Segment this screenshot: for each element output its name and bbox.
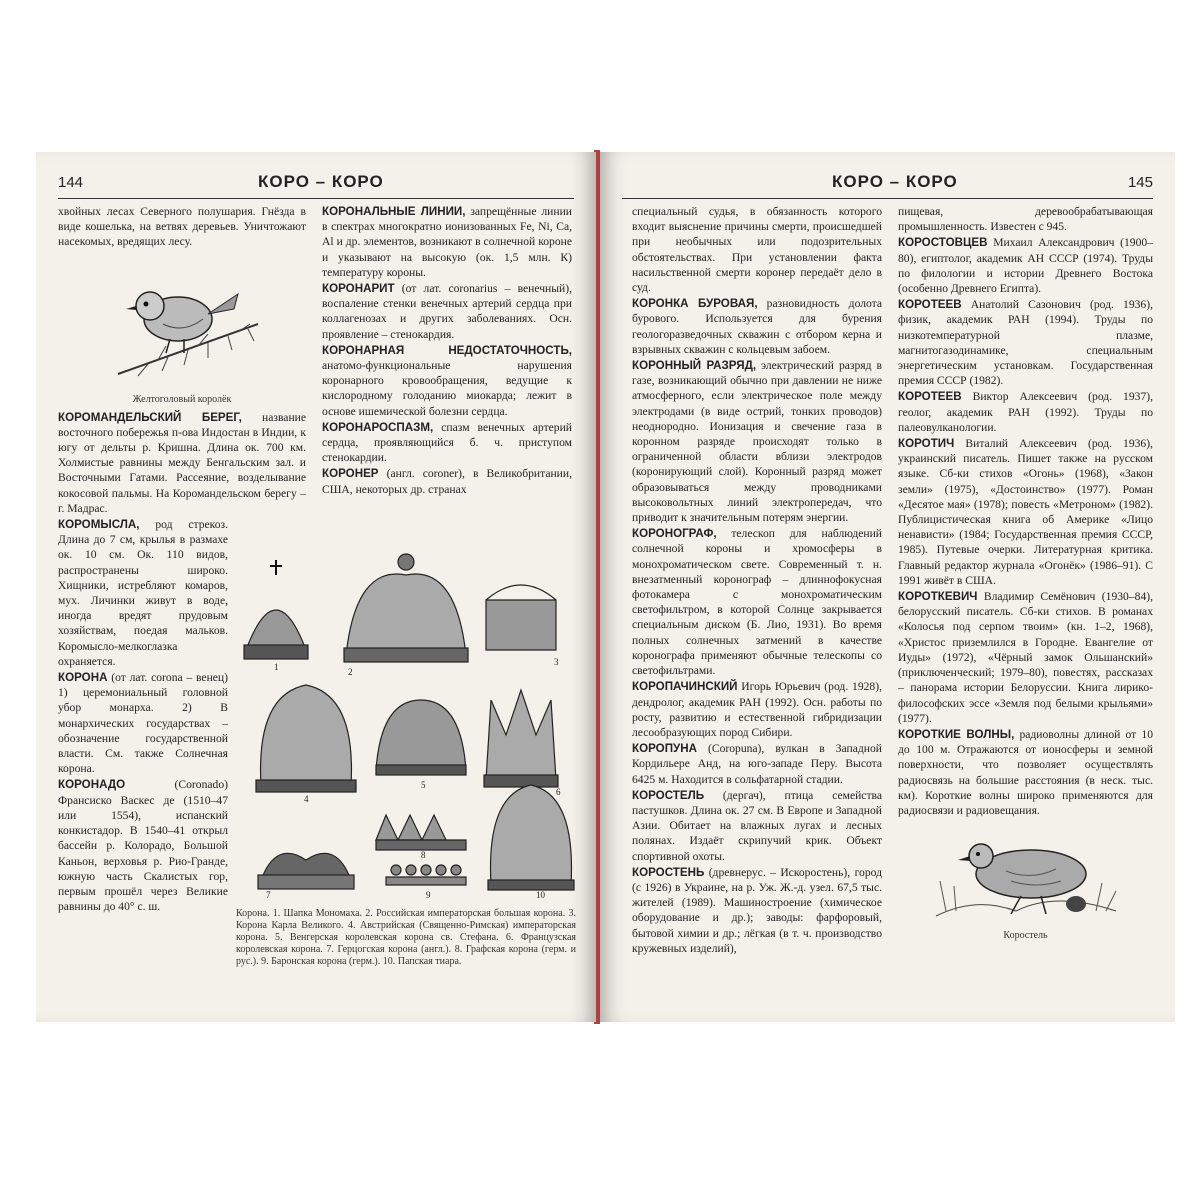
entry-korotkie-volny: КОРОТКИЕ ВОЛНЫ, радиоволны длиной от 10 до 100 м. Отражаются от ионосферы и земной поверхности, что позволяет осуществлять радиосвязь на большие расстояния (в неск. тыс. км). Короткие волны широко применяются для радиосвязи и радиовещания.	[898, 727, 1154, 817]
crown-number-7: 7	[266, 890, 271, 900]
entry-korona: КОРОНА (от лат. corona – венец) 1) церемониальный головной убор монарха. 2) В монархических государствах – обозначение государственной власти. См. также Солнечная корона.	[58, 671, 228, 776]
entry-koronograf: КОРОНОГРАФ, телескоп для наблюдений солнечной короны и хромосферы в монохроматическом свете. Современный т. н. внезатменный коронограф – длиннофокусная фотокамера с монохроматическим светофильтром, в которой Солнце закрывается специальным диском (Б. Лио, 1931). Во время полных солнечных затмений в качестве коронографа применяют обычные телескопы со светофильтрами.	[632, 527, 882, 678]
bird-illustration-corncrake	[898, 826, 1153, 942]
entry-koromysla: КОРОМЫСЛА, род стрекоз. Длина до 7 см, крылья в размахе ок. 10 см. Ок. 110 видов, распространены широко. Хищники, истребляют комаров, мух. Личинки живут в воде, иногда вредят прудовым хозяйствам, поедая мальков. Коромысло-мелкоглазка охраняется.	[58, 518, 228, 668]
right-column-1	[632, 204, 882, 957]
right-page-header	[622, 172, 1153, 199]
right-page	[600, 152, 1175, 1022]
entry-koronny-razryad: КОРОННЫЙ РАЗРЯД, электрический разряд в газе, возникающий обычно при давлении не ниже атмосферного, если электрическое поле между электродами (в виде острий, тонких проводов) неоднородно. Ионизация и свечение газа в коронном разряде происходят только в ограниченной области вблизи электродов (коронирующий слой). Коронный разряд может образовываться между проводниками высоковольтных линий электропередач, что приводит к значительным потерям энергии.	[632, 359, 883, 525]
entry-koronarospazm: КОРОНАРОСПАЗМ, спазм венечных артерий сердца, проявляющийся б. ч. приступом стенокардии.	[322, 420, 572, 465]
crown-number-3: 3	[554, 657, 559, 667]
bird-caption: Желтоголовый королёк	[132, 393, 232, 405]
corncrake-bird-icon	[926, 826, 1126, 926]
entry-koronarnaya-nedostatochnost: КОРОНАРНАЯ НЕДОСТАТОЧНОСТЬ, анатомо-функциональные нарушения коронарного кровообращения, ведущие к кислородному голоданию миокарда; лежит в основе ишемической болезни сердца.	[322, 343, 572, 418]
entry-korotkevich: КОРОТКЕВИЧ Владимир Семёнович (1930–84), белорусский писатель. Сб-ки стихов. В романах «Колосья под серпом твоим» (кн. 1–2, 1968), «Христос приземлился в Городне. Евангелие от Иуды» (1972), «Чёрный замок Ольшанский» (приключенческий; 1979–80), повестях, рассказах – панорама истории Белоруссии. Книга лирико-философских эссе «Земля под белыми крыльями» (1977).	[898, 590, 1153, 725]
entry-koronarit: КОРОНАРИТ (от лат. coronarius – венечный), воспаление стенки венечных артерий сердца при коллагенозах и других заболеваниях. Осн. проявление – стенокардия.	[322, 282, 572, 341]
entry-koronado: КОРОНАДО (Coronado) Франсиско Васкес де (1510–47 или 1554), испанский конкистадор. В 1540–41 открыл бассейн р. Колорадо, Большой Каньон, верховья р. Рио-Гранде, южную часть Скалистых гор, первым прошёл через Великие равнины до 40° с. ш.	[58, 778, 228, 914]
page-number: 144	[58, 174, 84, 191]
crown-number-9: 9	[426, 890, 431, 900]
entry-koronka-burovaya: КОРОНКА БУРОВАЯ, разновидность долота бурового. Используется для бурения геологоразведочных скважин с отбором керна и взрывных скважин с кольцевым забоем.	[632, 297, 883, 356]
entry-koroteev-viktor: КОРОТЕЕВ Виктор Алексеевич (род. 1937), геолог, академик РАН (1992). Труды по палеовулканологии.	[898, 390, 1153, 434]
narrow-text-block	[58, 517, 228, 914]
continued-text: специальный судья, в обязанность которого входит выяснение причины смерти, происшедшей при необычных или подозрительных обстоятельствах. При установлении факта насильственной смерти коронер передаёт дело в суд.	[632, 205, 882, 295]
entry-korostovtsev: КОРОСТОВЦЕВ Михаил Александрович (1900–80), египтолог, академик АН СССР (1974). Труды по филологии и истории Древнего Востока (особенно Древнего Египта).	[898, 236, 1153, 296]
entry-korostel: КОРОСТЕЛЬ (дергач), птица семейства пастушков. Длина ок. 27 см. В Европе и Западной Азии. Обитает на влажных лугах и лесных полянах. Издаёт скрипучий крик. Объект спортивной охоты.	[632, 788, 882, 863]
entry-korotich: КОРОТИЧ Виталий Алексеевич (род. 1936), украинский писатель. Пишет также на русском языке. Сб-ки стихов «Огонь» (1968), «Закон земли» (1975), «Достоинство» (1977). Роман «Десятое мая» (1978); повесть «Метроном» (1982). Публицистическая книга об Америке «Лицо ненависти» (1984; Государственная премия СССР, 1985). Путевые очерки. Литературная критика. Главный редактор журнала «Огонёк» (1986–91). С 1991 живёт в США.	[898, 437, 1153, 587]
entry-korosten: КОРОСТЕНЬ (древнерус. – Искоростень), город (с 1926) в Украине, на р. Уж. Ж.-д. узел. 67,5 тыс. жителей (1989). Машиностроение (химическое оборудование и др.); заводы: фарфоровый, бытовой химии и др.; лёгкая (в т. ч. производство кружевных изделий),	[632, 865, 882, 955]
crown-number-1: 1	[274, 662, 279, 672]
entry-koroner: КОРОНЕР (англ. coroner), в Великобритании, США, некоторых др. странах	[322, 467, 572, 496]
crowns-icon	[236, 540, 576, 900]
crown-number-2: 2	[348, 667, 353, 677]
crown-number-4: 4	[304, 794, 309, 804]
entry-koronalnye-linii: КОРОНАЛЬНЫЕ ЛИНИИ, запрещённые линии в спектрах многократно ионизованных Fe, Ni, Ca, Al и др. элементов, возникают в солнечной короне и указывают на высокую (ок. 1,5 млн. К) температуру короны.	[322, 205, 572, 279]
bird-illustration-kinglet	[58, 254, 306, 404]
kinglet-bird-icon	[58, 254, 306, 384]
crown-number-6: 6	[556, 787, 561, 797]
entry-koroteev-anatoly: КОРОТЕЕВ Анатолий Сазонович (род. 1936), физик, академик РАН (1994). Труды по низкотемпературной плазме, магнитогазодинамике, специальным энергетическим установкам. Государственная премия СССР (1982).	[898, 298, 1153, 388]
crowns-illustration	[236, 540, 576, 900]
running-head: КОРО – КОРО	[832, 172, 958, 191]
entry-koropuna: КОРОПУНА (Coropuna), вулкан в Западной Кордильере Анд, на юго-западе Перу. Высота 6425 м. Находится в сольфатарной стадии.	[632, 742, 882, 786]
left-column-2	[322, 204, 572, 498]
bird-caption: Коростель	[1003, 930, 1048, 942]
page-number: 145	[1127, 174, 1153, 191]
continued-text: хвойных лесах Северного полушария. Гнёзда в виде кошелька, на ветвях деревьев. Уничтожают насекомых, вредящих лесу.	[58, 205, 306, 249]
continued-text: пищевая, деревообрабатывающая промышленность. Известен с 945.	[898, 205, 1153, 234]
left-page	[36, 152, 596, 1022]
crowns-caption: Корона. 1. Шапка Мономаха. 2. Российская императорская большая корона. 3. Корона Карла Великого. 4. Австрийская (Священно-Римская) императорская корона. 5. Венгерская королевская корона св. Стефана. 6. Французская королевская корона. 7. Герцогская корона (англ.). 8. Графская корона (герм. и рус.). 9. Баронская корона (герм.). 10. Папская тиара.	[236, 908, 576, 967]
left-page-header	[58, 172, 574, 199]
entry-koropachinsky: КОРОПАЧИНСКИЙ Игорь Юрьевич (род. 1928), дендролог, академик РАН (1992). Осн. работы по росту, развитию и естественной гибридизации лесообразующих пород Сибири.	[632, 680, 882, 739]
running-head: КОРО – КОРО	[258, 172, 384, 191]
crown-number-8: 8	[421, 850, 426, 860]
crown-number-10: 10	[536, 890, 545, 900]
right-column-2	[898, 204, 1153, 942]
entry-koromandelsky: КОРОМАНДЕЛЬСКИЙ БЕРЕГ, название восточного побережья п-ова Индостан в Индии, к югу от дельты р. Кришна. Длина ок. 700 км. Холмистые равнины между Бенгальским зал. и Восточными Гатами. Рассеяние, возделывание кокосовой пальмы. На Коромандельском берегу – г. Мадрас.	[58, 410, 306, 515]
crown-number-5: 5	[421, 780, 426, 790]
